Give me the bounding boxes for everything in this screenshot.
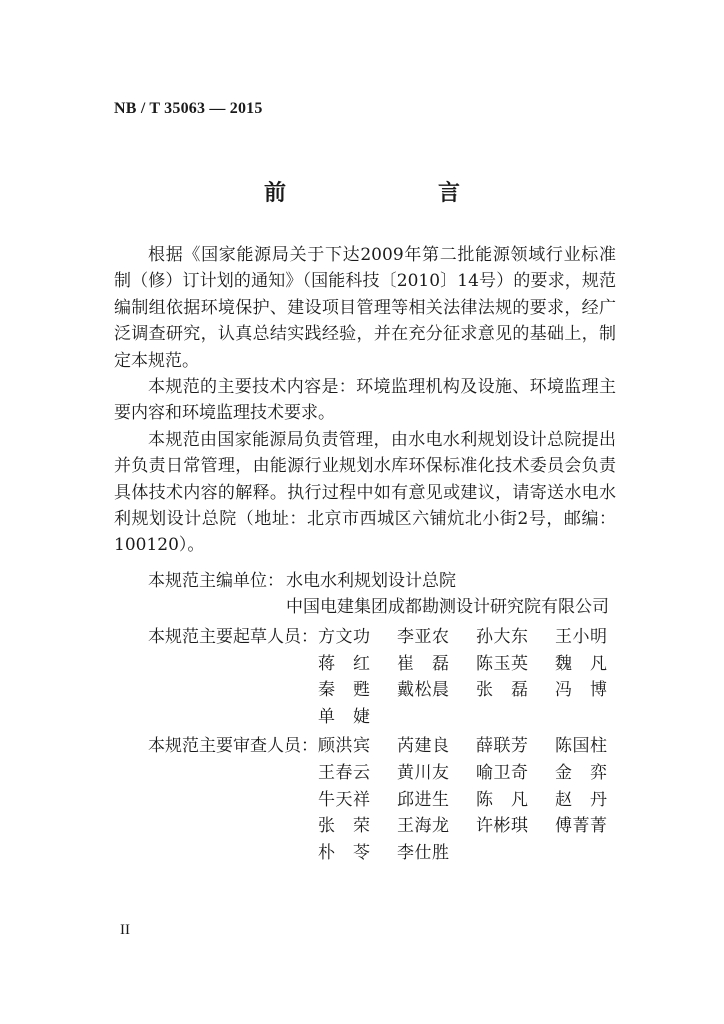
editing-unit-row bbox=[148, 594, 618, 620]
drafter-name: 戴松晨 bbox=[397, 680, 450, 701]
editing-units-label: 本规范主编单位： bbox=[148, 571, 284, 591]
drafter-name: 秦 甦 bbox=[318, 680, 371, 701]
preface-body bbox=[114, 242, 616, 559]
page-number: II bbox=[120, 922, 130, 938]
reviewer-name: 薛联芳 bbox=[476, 736, 529, 757]
editing-unit-name: 水电水利规划设计总院 bbox=[286, 571, 456, 591]
editing-unit-name: 中国电建集团成都勘测设计研究院有限公司 bbox=[286, 597, 609, 617]
reviewer-name: 顾洪宾 bbox=[318, 736, 371, 757]
standard-code: NB / T 35063 — 2015 bbox=[114, 100, 263, 117]
drafter-name: 陈玉英 bbox=[476, 653, 529, 674]
drafter-name: 李亚农 bbox=[397, 627, 450, 647]
drafter-name: 孙大东 bbox=[476, 627, 529, 647]
reviewer-name: 张 荣 bbox=[318, 816, 371, 837]
paragraph-basis: 根据《国家能源局关于下达2009年第二批能源领域行业标准制（修）订计划的通知》（国能科技〔2010〕14号）的要求，规范编制组依据环境保护、建设项目管理等相关法律法规的要求，经广泛调查研究，认真总结实践经验，并在充分征求意见的基础上，制定本规范。 bbox=[114, 245, 616, 371]
editing-unit-row bbox=[148, 568, 618, 594]
reviewer-name: 许彬琪 bbox=[476, 816, 529, 837]
reviewer-name: 赵 丹 bbox=[555, 789, 608, 810]
drafter-name: 单 婕 bbox=[318, 706, 371, 727]
drafters-group bbox=[148, 624, 618, 730]
reviewer-name: 傅菁菁 bbox=[555, 816, 608, 837]
page-title: 前 言 bbox=[263, 180, 496, 206]
drafter-name: 王小明 bbox=[555, 627, 608, 647]
reviewers-names bbox=[318, 733, 634, 866]
reviewer-name: 王海龙 bbox=[397, 816, 450, 837]
reviewers-group bbox=[148, 733, 618, 866]
drafter-name: 蒋 红 bbox=[318, 653, 371, 674]
drafters-label: 本规范主要起草人员： bbox=[148, 627, 318, 647]
editing-units bbox=[148, 568, 618, 620]
reviewers-label: 本规范主要审查人员： bbox=[148, 736, 318, 757]
reviewer-name: 朴 苓 bbox=[318, 842, 371, 863]
reviewer-name: 王春云 bbox=[318, 762, 371, 783]
drafter-name: 冯 博 bbox=[555, 680, 608, 701]
drafter-name: 崔 磊 bbox=[397, 653, 450, 674]
reviewer-name: 芮建良 bbox=[397, 736, 450, 757]
staff-lists bbox=[148, 624, 618, 866]
reviewer-name: 黄川友 bbox=[397, 762, 450, 783]
drafter-name: 张 磊 bbox=[476, 680, 529, 701]
reviewer-name: 牛天祥 bbox=[318, 789, 371, 810]
drafter-name: 方文功 bbox=[318, 627, 371, 647]
drafters-names bbox=[318, 624, 634, 730]
reviewer-name: 陈 凡 bbox=[476, 789, 529, 810]
drafter-name: 魏 凡 bbox=[555, 653, 608, 674]
paragraph-main-content: 本规范的主要技术内容是：环境监理机构及设施、环境监理主要内容和环境监理技术要求。 bbox=[114, 377, 616, 424]
reviewer-name: 李仕胜 bbox=[397, 842, 450, 863]
reviewer-name: 喻卫奇 bbox=[476, 762, 529, 783]
reviewer-name: 陈国柱 bbox=[555, 736, 608, 757]
reviewer-name: 邱进生 bbox=[397, 789, 450, 810]
reviewer-name: 金 弈 bbox=[555, 762, 608, 783]
paragraph-management: 本规范由国家能源局负责管理，由水电水利规划设计总院提出并负责日常管理，由能源行业规划水库环保标准化技术委员会负责具体技术内容的解释。执行过程中如有意见或建议，请寄送水电水利规划设计总院（地址：北京市西城区六铺炕北小街2号，邮编：100120）。 bbox=[114, 429, 616, 556]
